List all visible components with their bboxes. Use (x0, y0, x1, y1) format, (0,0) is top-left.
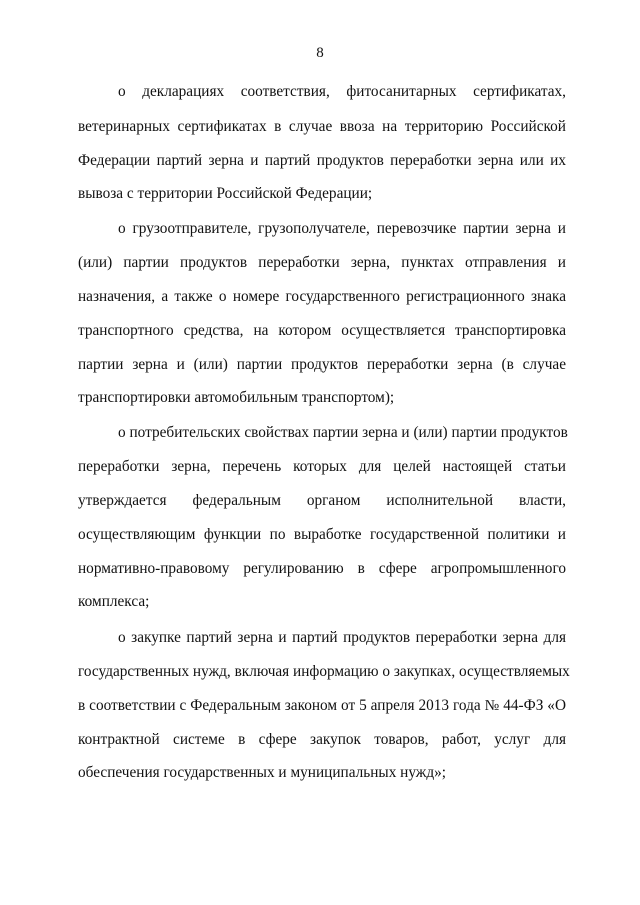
text-line: Федерации партий зерна и партий продуктов переработки зерна или их (78, 152, 566, 169)
text-line: в соответствии с Федеральным законом от 5 апреля 2013 года № 44-ФЗ «О (78, 697, 566, 714)
text-line: о закупке партий зерна и партий продуктов переработки зерна для (118, 629, 566, 646)
text-line: комплекса; (78, 593, 150, 610)
text-line: вывоза с территории Российской Федерации; (78, 185, 373, 202)
page-number: 8 (316, 45, 324, 61)
text-line: о грузоотправителе, грузополучателе, перевозчике партии зерна и (118, 220, 566, 237)
text-line: утверждается федеральным органом исполнительной власти, (78, 492, 566, 509)
text-line: государственных нужд, включая информацию о закупках, осуществляемых (78, 663, 570, 680)
text-line: транспортировки автомобильным транспортом); (78, 389, 395, 406)
text-line: партии зерна и (или) партии продуктов переработки зерна (в случае (78, 356, 566, 373)
text-line: нормативно-правовому регулированию в сфере агропромышленного (78, 560, 566, 577)
text-line: ветеринарных сертификатах в случае ввоза на территорию Российской (78, 118, 566, 135)
text-line: контрактной системе в сфере закупок товаров, работ, услуг для (78, 731, 566, 748)
text-line: обеспечения государственных и муниципальных нужд»; (78, 764, 447, 781)
text-line: (или) партии продуктов переработки зерна, пунктах отправления и (78, 254, 566, 271)
text-line: назначения, а также о номере государственного регистрационного знака (78, 288, 566, 305)
text-line: о потребительских свойствах партии зерна и (или) партии продуктов (118, 424, 568, 441)
text-line: осуществляющим функции по выработке государственной политики и (78, 526, 566, 543)
text-line: транспортного средства, на котором осуществляется транспортировка (78, 322, 566, 339)
text-line: о декларациях соответствия, фитосанитарных сертификатах, (118, 83, 566, 100)
text-line: переработки зерна, перечень которых для целей настоящей статьи (78, 458, 566, 475)
